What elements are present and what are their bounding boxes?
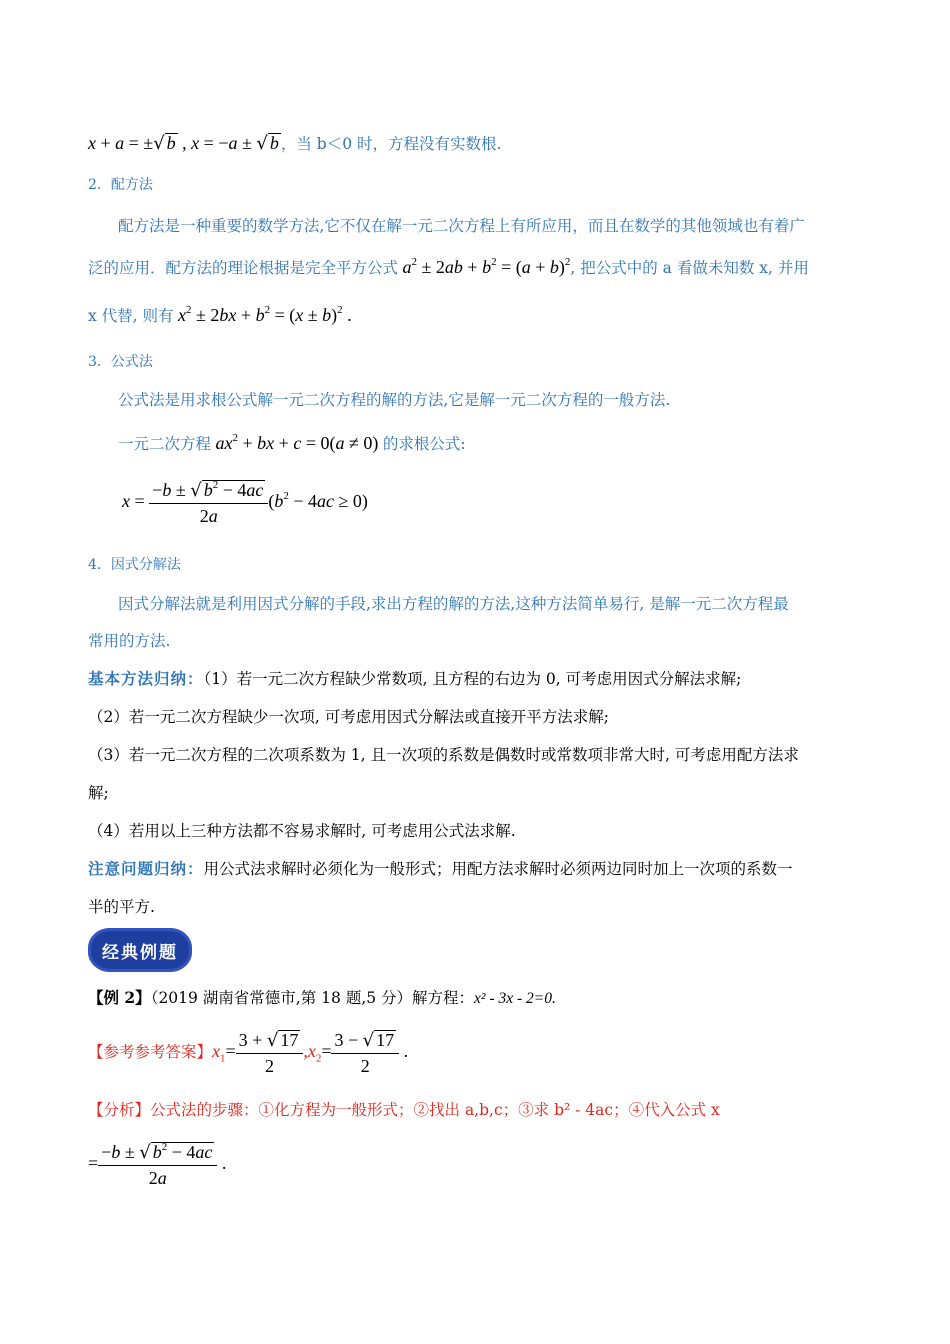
- summary-s3a: （3）若一元二次方程的二次项系数为 1, 且一次项的系数是偶数时或常数项非常大时, 可考虑用配方法求: [88, 746, 799, 764]
- para-s3-text-a: 一元二次方程: [118, 435, 212, 453]
- summary-line-1: [88, 669, 741, 690]
- notice-t1: 用公式法求解时必须化为一般形式；用配方法求解时必须两边同时加上一次项的系数一: [203, 860, 793, 878]
- analysis-text: 公式法的步骤：①化方程为一般形式；②找出 a,b,c；③求 b² - 4ac；④代入公式 x: [150, 1101, 720, 1119]
- section-4-title: 4．因式分解法: [88, 557, 181, 573]
- section-4-para1: 因式分解法就是利用因式分解的手段,求出方程的解的方法,这种方法简单易行, 是解一元二次方程最: [118, 595, 789, 613]
- answer-line: [88, 1030, 408, 1076]
- formula-general-quadratic: $ax^2$ + bx + c = 0(a ≠ 0): [215, 432, 383, 453]
- x1-fraction: $\frac{3 + √ 17}{2}$: [236, 1030, 304, 1076]
- example-source: （2019 湖南省常德市,第 18 题,5 分）解方程：: [150, 989, 475, 1007]
- analysis-formula: = $\frac{-b \pm √ b^2 - 4ac}{2a}$ .: [88, 1141, 227, 1188]
- section-2-title: 2．配方法: [88, 177, 153, 193]
- para-s3-text-b: 的求根公式:: [382, 435, 466, 453]
- formula-square-sum: $a^2 \pm 2ab + b^2 = (a + b)^2$: [402, 256, 571, 277]
- notice-label: 注意问题归纳：: [88, 861, 204, 878]
- analysis-label: 【分析】: [88, 1101, 151, 1119]
- notice-t2: 半的平方.: [88, 898, 155, 916]
- formula-quadratic-root: x = $\frac{-b \pm √ b^2 - 4ac}{2a}$ $(b^2 - 4ac \ge 0)$: [122, 479, 368, 526]
- summary-label: 基本方法归纳：: [88, 671, 204, 688]
- section-2-para1: 配方法是一种重要的数学方法,它不仅在解一元二次方程上有所应用，而且在数学的其他领域也有着广: [118, 217, 805, 235]
- formula-x-square: $x^2 \pm 2bx + b^2 = (x \pm b)^2$ .: [178, 304, 352, 325]
- formula-direct-sqrt: x + a = ±√ b , x = −a ± √ b: [88, 133, 279, 154]
- summary-s3b: 解;: [88, 784, 109, 802]
- line-sqrt-roots: [88, 133, 501, 154]
- analysis-fraction: $\frac{-b \pm √ b^2 - 4ac}{2a}$: [98, 1142, 217, 1188]
- para2-text-a: 泛的应用．配方法的理论根据是完全平方公式: [88, 259, 399, 277]
- answer-label: 【参考参考答案】: [88, 1043, 213, 1062]
- summary-s2: （2）若一元二次方程缺少一次项, 可考虑用因式分解法或直接开平方法求解;: [88, 708, 609, 726]
- example-head: 【例 2】: [88, 988, 151, 1007]
- analysis-line: [88, 1100, 720, 1120]
- summary-s4: （4）若用以上三种方法都不容易求解时, 可考虑用公式法求解.: [88, 822, 516, 840]
- summary-s1: （1）若一元二次方程缺少常数项, 且方程的右边为 0, 可考虑用因式分解法求解;: [203, 670, 742, 688]
- para3-text-a: x 代替, 则有: [88, 307, 174, 325]
- root-fraction: $\frac{-b \pm √ b^2 - 4ac}{2a}$: [149, 480, 268, 526]
- section-3-title: 3．公式法: [88, 354, 153, 370]
- section-2-para3: [88, 305, 352, 326]
- line1-tail: ，当 b＜0 时，方程没有实数根.: [280, 135, 502, 153]
- para2-text-b: , 把公式中的 a 看做未知数 x, 并用: [570, 259, 809, 277]
- section-3-para2: [118, 433, 466, 454]
- section-2-para2: [88, 257, 809, 278]
- x2-fraction: $\frac{3 - √ 17}{2}$: [331, 1030, 399, 1076]
- notice-line-1: [88, 859, 793, 880]
- example-line: [88, 988, 556, 1009]
- section-4-para2: 常用的方法.: [88, 632, 171, 650]
- badge-label: 经典例题: [102, 942, 178, 963]
- section-3-para1: 公式法是用求根公式解一元二次方程的解的方法,它是解一元二次方程的一般方法.: [118, 391, 671, 409]
- example-equation: x² - 3x - 2=0.: [474, 990, 556, 1007]
- answer-formula: $x_1=$ $\frac{3 + √ 17}{2}$ $,x_2=$ $\frac{3 - √ 17}{2}$ .: [212, 1030, 409, 1076]
- classic-example-badge: [88, 928, 192, 972]
